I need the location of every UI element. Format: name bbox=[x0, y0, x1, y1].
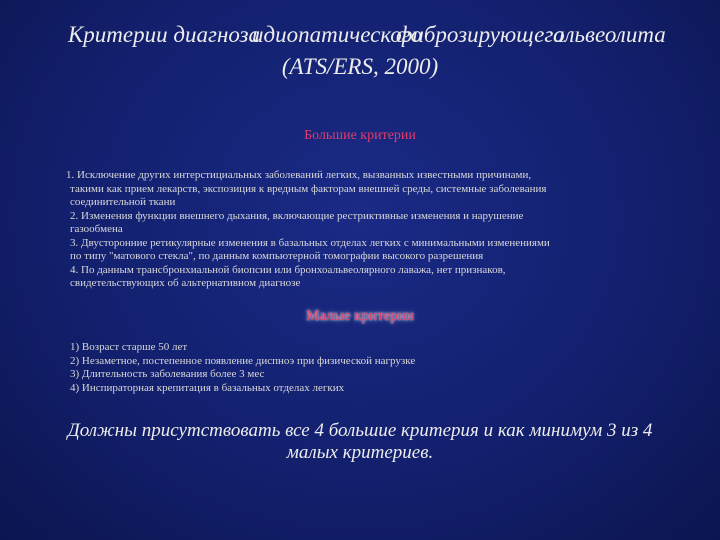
minor-criteria-list bbox=[70, 341, 670, 395]
list-item: 2) Незаметное, постепенное появление диспноэ при физической нагрузке bbox=[70, 354, 416, 367]
conclusion-line: Должны присутствовать все 4 большие критерия и как минимум 3 из 4 bbox=[67, 420, 653, 441]
list-item: 1) Возраст старше 50 лет bbox=[70, 341, 188, 353]
minor-criteria-heading: Малые критерии bbox=[306, 308, 414, 324]
conclusion-line: малых критериев. bbox=[286, 442, 434, 463]
title-word-criteria: Критерии диагноза bbox=[68, 22, 261, 47]
list-item: по типу "матового стекла", по данным компьютерной томографии высокого разрешения bbox=[70, 250, 484, 262]
list-item: соединительной ткани bbox=[70, 196, 176, 208]
major-criteria-heading: Большие критерии bbox=[304, 128, 416, 143]
list-item: 3. Двусторонние ретикулярные изменения в базальных отделах легких с минимальными изменениями bbox=[70, 236, 550, 249]
list-item: 4) Инспираторная крепитация в базальных отделах легких bbox=[70, 381, 345, 394]
list-item: газообмена bbox=[70, 223, 123, 235]
title-word-alveolitis: альвеолита bbox=[553, 22, 666, 47]
list-item: такими как прием лекарств, экспозиция к вредным факторам внешней среды, системные заболевания bbox=[70, 182, 547, 195]
list-item: 3) Длительность заболевания более 3 мес bbox=[70, 368, 265, 380]
title-word-fibrosing: фиброзирующего bbox=[396, 22, 565, 47]
title-word-idiopathic: идиопатического bbox=[252, 22, 423, 47]
list-item: 4. По данным трансбронхиальной биопсии или бронхоальвеолярного лаважа, нет признаков, bbox=[70, 263, 506, 276]
title-source: (ATS/ERS, 2000) bbox=[281, 54, 439, 79]
list-item: свидетельствующих об альтернативном диагнозе bbox=[70, 277, 301, 289]
list-item: 2. Изменения функции внешнего дыхания, включающие рестриктивные изменения и нарушение bbox=[70, 209, 524, 222]
list-item: 1. Исключение других интерстициальных заболеваний легких, вызванных известными причинами, bbox=[66, 169, 532, 181]
major-criteria-list bbox=[62, 169, 662, 291]
conclusion-text bbox=[20, 420, 700, 464]
